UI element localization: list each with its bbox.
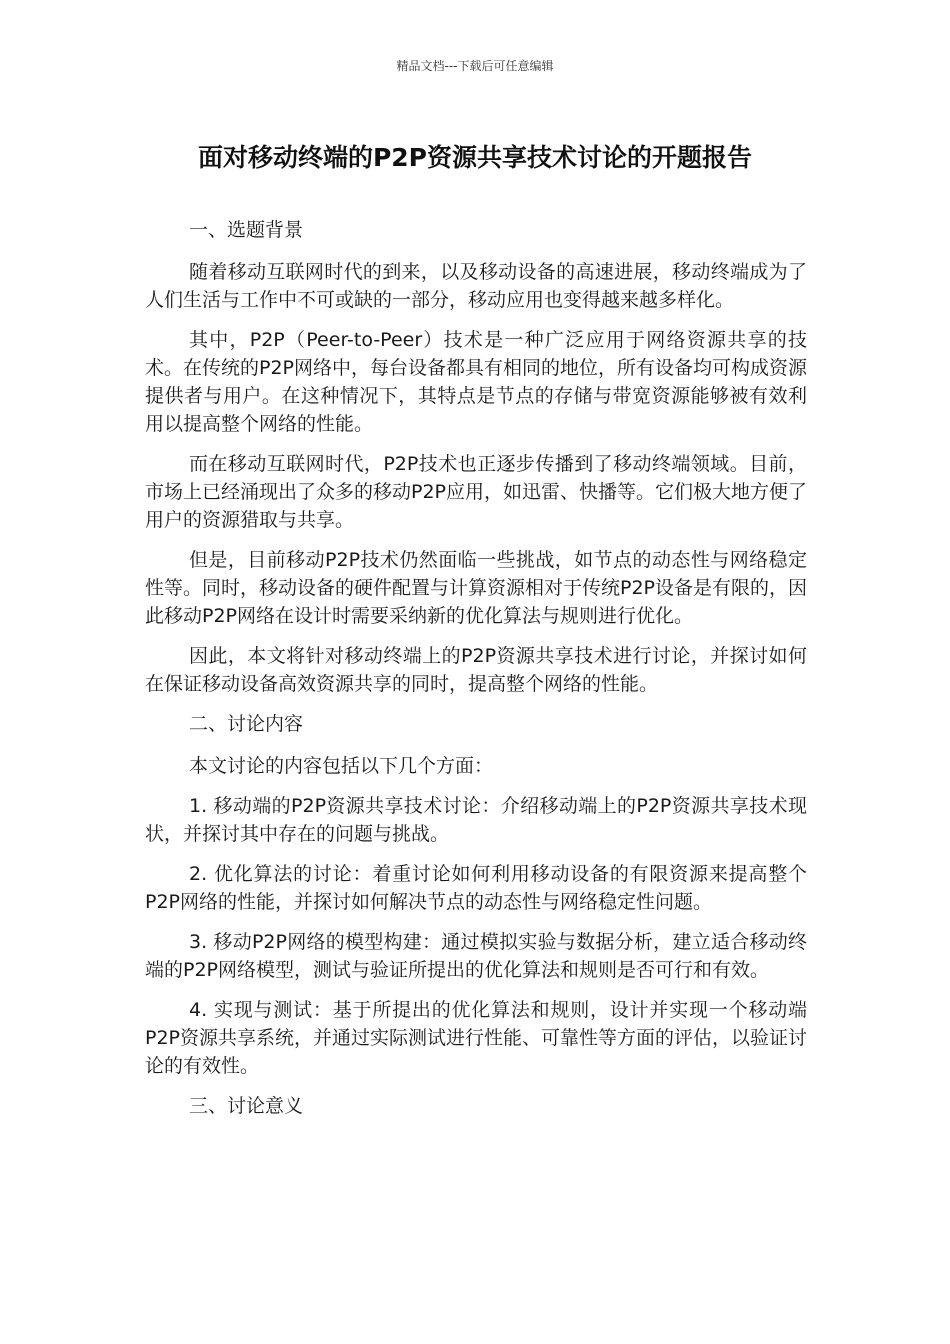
list-item: 4. 实现与测试：基于所提出的优化算法和规则，设计并实现一个移动端P2P资源共享系统，并通过实际测试进行性能、可靠性等方面的评估，以验证讨论的有效性。 <box>145 999 808 1077</box>
section-heading: 三、讨论意义 <box>189 1095 304 1117</box>
page-header: 精品文档---下载后可任意编辑 <box>396 59 554 73</box>
paragraph: 随着移动互联网时代的到来，以及移动设备的高速进展，移动终端成为了人们生活与工作中不可或缺的一部分，移动应用也变得越来越多样化。 <box>145 261 807 311</box>
list-item: 3. 移动P2P网络的模型构建：通过模拟实验与数据分析，建立适合移动终端的P2P网络模型，测试与验证所提出的优化算法和规则是否可行和有效。 <box>145 931 807 981</box>
paragraph: 因此，本文将针对移动终端上的P2P资源共享技术进行讨论，并探讨如何在保证移动设备高效资源共享的同时，提高整个网络的性能。 <box>145 645 807 695</box>
list-item: 1. 移动端的P2P资源共享技术讨论：介绍移动端上的P2P资源共享技术现状，并探讨其中存在的问题与挑战。 <box>145 795 807 845</box>
list-item: 2. 优化算法的讨论：着重讨论如何利用移动设备的有限资源来提高整个P2P网络的性能，并探讨如何解决节点的动态性与网络稳定性问题。 <box>145 863 807 913</box>
section-heading: 二、讨论内容 <box>189 713 304 735</box>
document-title: 面对移动终端的P2P资源共享技术讨论的开题报告 <box>197 143 753 172</box>
document-body <box>145 216 807 1134</box>
paragraph: 本文讨论的内容包括以下几个方面： <box>189 755 494 777</box>
paragraph: 但是，目前移动P2P技术仍然面临一些挑战，如节点的动态性与网络稳定性等。同时，移动设备的硬件配置与计算资源相对于传统P2P设备是有限的，因此移动P2P网络在设计时需要采纳新的优化算法与规则进行优化。 <box>145 549 808 627</box>
paragraph: 而在移动互联网时代，P2P技术也正逐步传播到了移动终端领域。目前，市场上已经涌现出了众多的移动P2P应用，如迅雷、快播等。它们极大地方便了用户的资源猎取与共享。 <box>145 453 808 531</box>
section-heading: 一、选题背景 <box>189 219 304 241</box>
paragraph: 其中，P2P（Peer-to-Peer）技术是一种广泛应用于网络资源共享的技术。在传统的P2P网络中，每台设备都具有相同的地位，所有设备均可构成资源提供者与用户。在这种情况下，其特点是节点的存储与带宽资源能够被有效利用以提高整个网络的性能。 <box>145 329 808 435</box>
